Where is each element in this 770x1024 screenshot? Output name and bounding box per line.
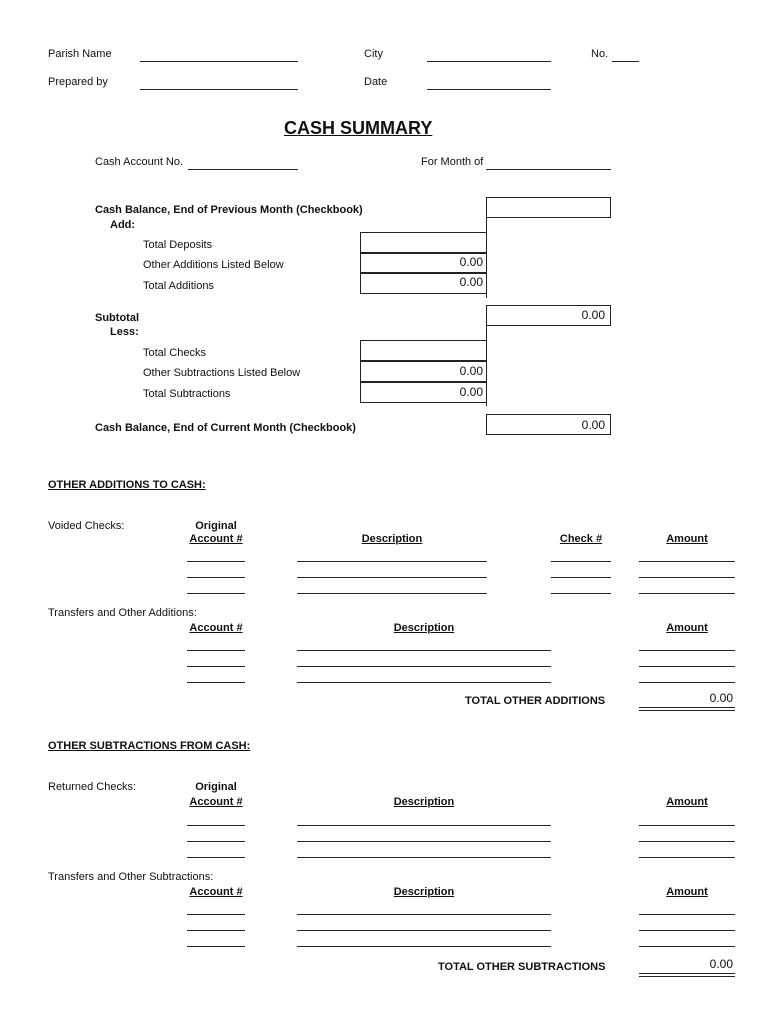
amount-column-header: Amount	[666, 886, 708, 898]
returned-description-field[interactable]	[297, 825, 551, 826]
total-other-subtractions-label: TOTAL OTHER SUBTRACTIONS	[438, 961, 606, 973]
transfers-additions-label: Transfers and Other Additions:	[48, 607, 197, 619]
returned-amount-field[interactable]	[639, 825, 735, 826]
transfer-amount-field[interactable]	[639, 650, 735, 651]
voided-description-field[interactable]	[297, 577, 487, 578]
transfer-amount-field[interactable]	[639, 682, 735, 683]
voided-checks-label: Voided Checks:	[48, 520, 125, 532]
description-column-header: Description	[393, 796, 455, 808]
total-additions-double-underline	[639, 707, 735, 708]
subtotal-value: 0.00	[581, 308, 605, 322]
total-subtractions-double-underline	[639, 973, 735, 974]
description-column-header: Description	[393, 622, 455, 634]
transfer-sub-amount-field[interactable]	[639, 930, 735, 931]
returned-amount-field[interactable]	[639, 857, 735, 858]
transfer-sub-account-field[interactable]	[187, 914, 245, 915]
prev-balance-label: Cash Balance, End of Previous Month (Checkbook)	[95, 204, 363, 216]
returned-description-field[interactable]	[297, 841, 551, 842]
add-label: Add:	[110, 219, 136, 231]
voided-amount-field[interactable]	[639, 561, 735, 562]
total-additions-value: 0.00	[459, 275, 483, 289]
parish-name-label: Parish Name	[48, 48, 112, 60]
amount-column-header: Amount	[666, 796, 708, 808]
account-column-header: Account #	[189, 533, 243, 545]
returned-account-field[interactable]	[187, 857, 245, 858]
prepared-by-label: Prepared by	[48, 76, 108, 88]
other-subtractions-value: 0.00	[459, 364, 483, 378]
voided-description-field[interactable]	[297, 593, 487, 594]
voided-amount-field[interactable]	[639, 593, 735, 594]
returned-description-field[interactable]	[297, 857, 551, 858]
description-column-header: Description	[361, 533, 423, 545]
account-column-header: Account #	[189, 622, 243, 634]
transfer-account-field[interactable]	[187, 650, 245, 651]
for-month-field[interactable]	[486, 169, 611, 170]
returned-account-field[interactable]	[187, 841, 245, 842]
total-other-subtractions-value: 0.00	[709, 957, 733, 971]
transfer-account-field[interactable]	[187, 666, 245, 667]
check-number-column-header: Check #	[559, 533, 603, 545]
account-column-header: Account #	[189, 886, 243, 898]
total-other-additions-label: TOTAL OTHER ADDITIONS	[465, 695, 606, 707]
other-additions-value: 0.00	[459, 255, 483, 269]
no-label: No.	[591, 48, 609, 60]
transfers-subtractions-label: Transfers and Other Subtractions:	[48, 871, 214, 883]
subtotal-label: Subtotal	[95, 312, 139, 324]
no-field[interactable]	[612, 61, 639, 62]
returned-checks-label: Returned Checks:	[48, 781, 137, 793]
transfer-description-field[interactable]	[297, 682, 551, 683]
original-label: Original	[195, 781, 237, 793]
voided-account-field[interactable]	[187, 593, 245, 594]
amount-column-header: Amount	[666, 533, 708, 545]
end-balance-label: Cash Balance, End of Current Month (Checkbook)	[95, 422, 356, 434]
page-title: CASH SUMMARY	[284, 118, 433, 138]
returned-amount-field[interactable]	[639, 841, 735, 842]
date-label: Date	[364, 76, 388, 88]
other-subtractions-label: Other Subtractions Listed Below	[143, 367, 301, 379]
transfer-amount-field[interactable]	[639, 666, 735, 667]
total-checks-box[interactable]	[360, 340, 487, 361]
description-column-header: Description	[393, 886, 455, 898]
transfer-description-field[interactable]	[297, 650, 551, 651]
amount-column-header: Amount	[666, 622, 708, 634]
voided-description-field[interactable]	[297, 561, 487, 562]
transfer-sub-amount-field[interactable]	[639, 914, 735, 915]
transfer-sub-account-field[interactable]	[187, 930, 245, 931]
cash-account-label: Cash Account No.	[95, 156, 184, 168]
original-label: Original	[195, 520, 237, 532]
transfer-sub-amount-field[interactable]	[639, 946, 735, 947]
total-other-additions-value: 0.00	[709, 691, 733, 705]
cash-account-field[interactable]	[188, 169, 298, 170]
voided-account-field[interactable]	[187, 561, 245, 562]
date-field[interactable]	[427, 89, 551, 90]
end-balance-value: 0.00	[581, 418, 605, 432]
voided-check-field[interactable]	[551, 593, 611, 594]
voided-account-field[interactable]	[187, 577, 245, 578]
total-subtractions-value: 0.00	[459, 385, 483, 399]
other-additions-label: Other Additions Listed Below	[143, 259, 284, 271]
prev-balance-box[interactable]	[486, 197, 611, 218]
transfer-account-field[interactable]	[187, 682, 245, 683]
total-checks-label: Total Checks	[143, 347, 206, 359]
less-label: Less:	[110, 326, 139, 338]
parish-name-field[interactable]	[140, 61, 298, 62]
subtractions-section-title: OTHER SUBTRACTIONS FROM CASH:	[48, 740, 251, 752]
total-additions-label: Total Additions	[143, 280, 214, 292]
for-month-label: For Month of	[421, 156, 484, 168]
city-label: City	[364, 48, 383, 60]
voided-amount-field[interactable]	[639, 577, 735, 578]
voided-check-field[interactable]	[551, 577, 611, 578]
voided-check-field[interactable]	[551, 561, 611, 562]
prepared-by-field[interactable]	[140, 89, 298, 90]
transfer-sub-account-field[interactable]	[187, 946, 245, 947]
additions-section-title: OTHER ADDITIONS TO CASH:	[48, 479, 206, 491]
city-field[interactable]	[427, 61, 551, 62]
total-deposits-box[interactable]	[360, 232, 487, 253]
total-subtractions-label: Total Subtractions	[143, 388, 231, 400]
account-column-header: Account #	[189, 796, 243, 808]
transfer-sub-description-field[interactable]	[297, 930, 551, 931]
returned-account-field[interactable]	[187, 825, 245, 826]
total-deposits-label: Total Deposits	[143, 239, 213, 251]
transfer-sub-description-field[interactable]	[297, 914, 551, 915]
transfer-description-field[interactable]	[297, 666, 551, 667]
transfer-sub-description-field[interactable]	[297, 946, 551, 947]
